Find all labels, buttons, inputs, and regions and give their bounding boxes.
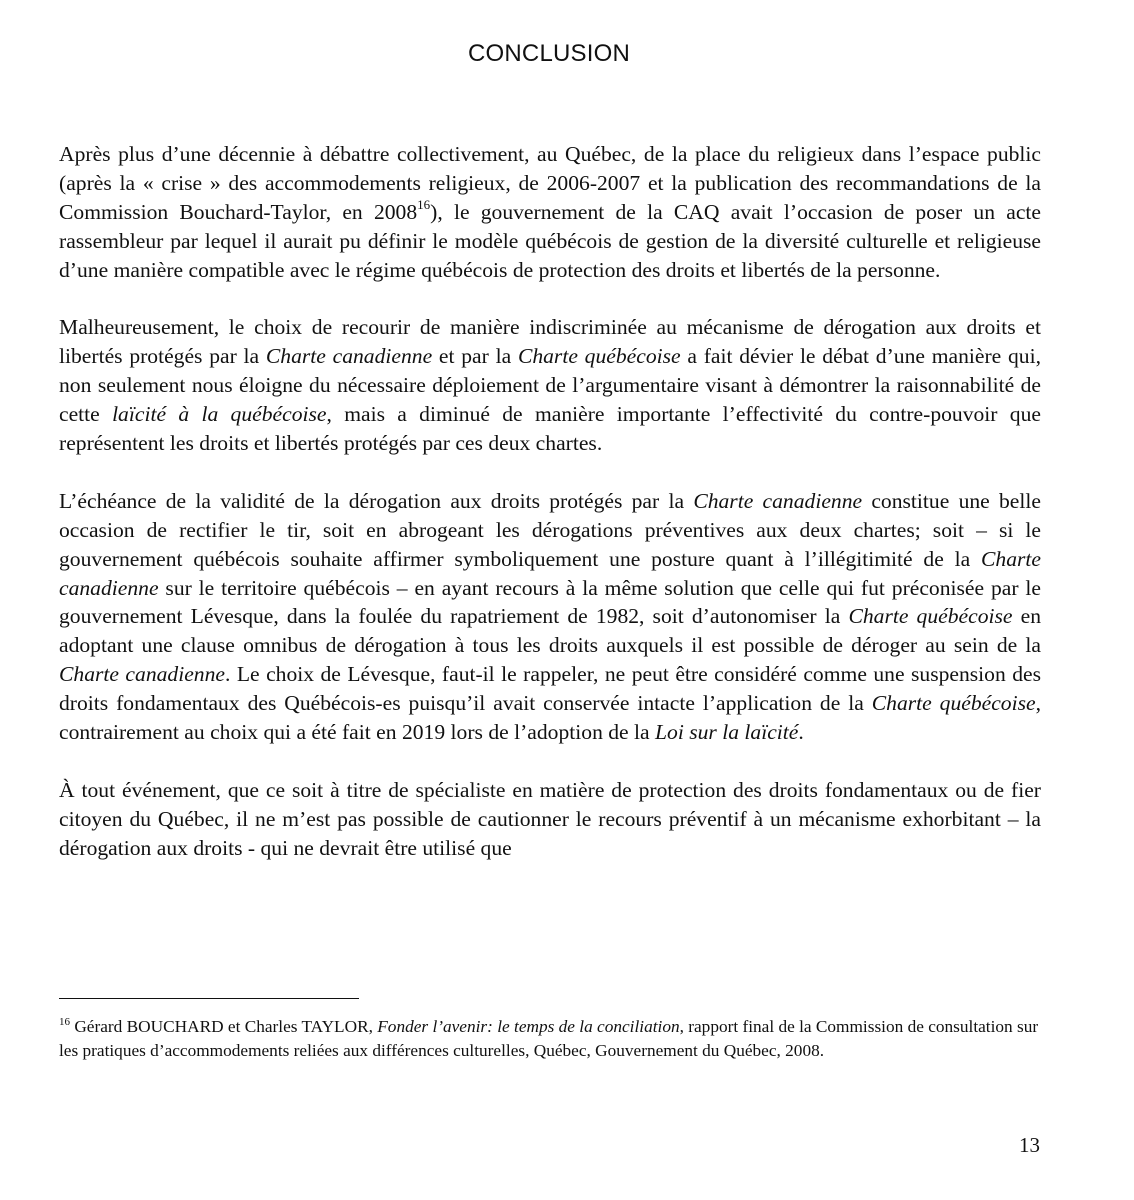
paragraph-2-text-2: et par la xyxy=(432,344,518,369)
paragraph-2-italic-3: laïcité à la québécoise xyxy=(112,402,327,427)
footnote-text-1: Gérard BOUCHARD et Charles TAYLOR, xyxy=(70,1017,378,1036)
paragraph-3-text-2: constitue une belle occasion de rectifier le tir, soit en abrogeant les dérogations préventives aux deux chartes; soit – si le gouvernement québécois souhaite affirmer symboliquement une posture quant à l’illégitimité de la xyxy=(59,488,1041,571)
paragraph-4 xyxy=(59,776,1041,863)
footnote xyxy=(59,1015,1041,1062)
paragraph-3-text-5: . Le choix de Lévesque, faut-il le rappeler, ne peut être considéré comme une suspension des droits fondamentaux des Québécois-es puisqu’il avait conservée intacte l’application de la xyxy=(59,662,1042,716)
paragraph-1-text-b: ), le gouvernement de la CAQ avait l’occasion de poser un acte rassembleur par lequel il aurait pu définir le modèle québécois de gestion de la diversité culturelle et religieuse d’une manière compatible avec le régime québécois de protection des droits et libertés de la personne. xyxy=(59,199,1041,282)
paragraph-2-text-4: , mais a diminué de manière importante l’effectivité du contre-pouvoir que représentent les droits et libertés protégés par ces deux chartes. xyxy=(59,402,1041,456)
paragraph-2-italic-2: Charte québécoise xyxy=(517,344,681,369)
paragraph-3-italic-6: Loi sur la laïcité xyxy=(655,720,799,745)
footnote-italic-title: Fonder l’avenir: le temps de la conciliation xyxy=(377,1017,680,1036)
paragraph-3-text-3: sur le territoire québécois – en ayant recours à la même solution que celle qui fut préconisée par le gouvernement Lévesque, dans la foulée du rapatriement de 1982, soit d’autonomiser la xyxy=(59,575,1041,629)
paragraph-2-italic-1: Charte canadienne xyxy=(265,344,433,369)
paragraph-3-text-4: en adoptant une clause omnibus de dérogation à tous les droits auxquels il est possible de déroger au sein de la xyxy=(59,604,1042,658)
paragraph-3-text-7: . xyxy=(798,720,804,745)
footnote-text-2: , rapport final de la Commission de consultation sur les pratiques d’accommodements reliées aux différences culturelles, Québec, Gouvernement du Québec, 2008. xyxy=(59,1017,1039,1060)
paragraph-1-text-a: Après plus d’une décennie à débattre collectivement, au Québec, de la place du religieux dans l’espace public (après la « crise » des accommodements religieux, de 2006-2007 et la publication des recommandations de la Commission Bouchard-Taylor, en 2008 xyxy=(59,142,1041,224)
paragraph-2-text-3: a fait dévier le débat d’une manière qui, non seulement nous éloigne du nécessaire déploiement de l’argumentaire visant à démontrer la raisonnabilité de cette xyxy=(59,344,1041,427)
paragraph-3-text-1: L’échéance de la validité de la dérogation aux droits protégés par la xyxy=(59,488,694,513)
paragraph-3-italic-2: Charte canadienne xyxy=(59,546,1041,600)
paragraph-4-text: À tout événement, que ce soit à titre de spécialiste en matière de protection des droits fondamentaux ou de fier citoyen du Québec, il ne m’est pas possible de cautionner le recours préventif à un mécanisme exhorbitant – la dérogation aux droits - qui ne devrait être utilisé que xyxy=(59,777,1041,860)
paragraph-1 xyxy=(59,140,1041,285)
paragraph-2 xyxy=(59,313,1041,458)
paragraph-3-italic-1: Charte canadienne xyxy=(693,488,863,513)
body-text xyxy=(59,140,1041,863)
page-number: 13 xyxy=(1019,1133,1040,1157)
paragraph-2-text-1: Malheureusement, le choix de recourir de manière indiscriminée au mécanisme de dérogation aux droits et libertés protégés par la xyxy=(59,315,1041,369)
paragraph-3-italic-5: Charte québécoise xyxy=(871,691,1036,716)
footnote-separator xyxy=(59,998,359,999)
paragraph-3-italic-4: Charte canadienne xyxy=(59,662,225,687)
footnote-number: 16 xyxy=(59,1016,70,1029)
paragraph-3-text-6: , contrairement au choix qui a été fait en 2019 lors de l’adoption de la xyxy=(59,691,1041,745)
paragraph-3-italic-3: Charte québécoise xyxy=(848,604,1013,629)
section-heading: CONCLUSION xyxy=(467,40,631,67)
paragraph-3 xyxy=(59,487,1041,747)
footnote-reference[interactable]: 16 xyxy=(417,196,431,212)
